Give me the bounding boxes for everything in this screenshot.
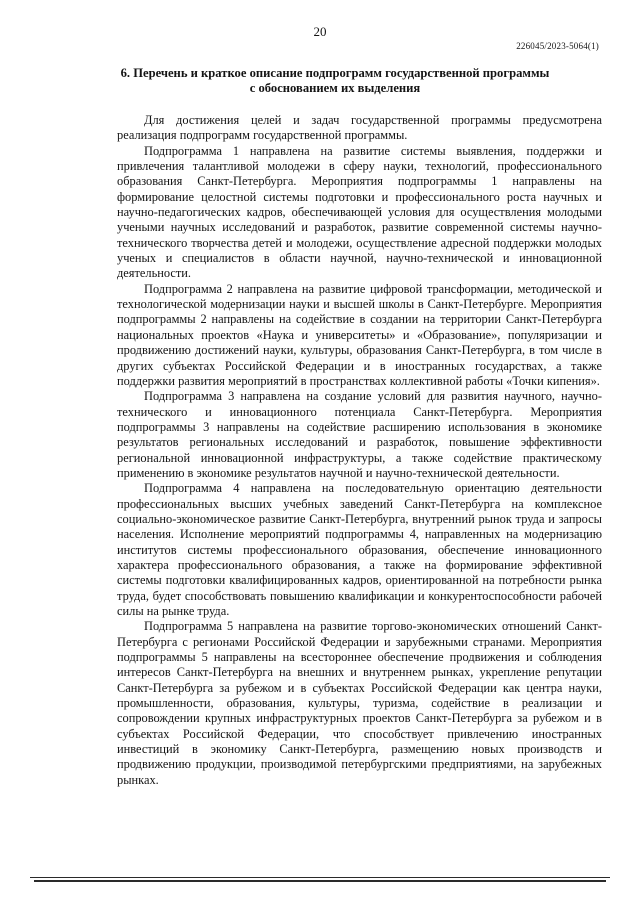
paragraph-subprogram-5: Подпрограмма 5 направлена на развитие торгово-экономических отношений Санкт-Петербурга с регионами Российской Федерации и зарубежными странами. Мероприятия подпрограммы 5 направлены на всестороннее обеспечение продвижения и соблюдения интересов Санкт-Петербурга на внешних и внутреннем рынках, укрепление репутации Санкт-Петербурга за рубежом и в субъектах Российской Федерации как центра науки, промышленности, образования, культуры, туризма, содействие в реализации и сопровождении крупных инфраструктурных проектов Санкт-Петербурга за рубежом и в субъектах Российской Федерации, что способствует привлечению иностранных инвестиций в экономику Санкт-Петербурга, размещению новых производств и продвижению продукции, производимой петербургскими предприятиями, на зарубежных рынках. [117, 619, 602, 787]
page-number: 20 [313, 24, 327, 39]
section-title-line-2: с обоснованием их выделения [249, 81, 421, 95]
paragraph-intro: Для достижения целей и задач государственной программы предусмотрена реализация подпрограмм государственной программы. [117, 113, 602, 143]
paragraph-subprogram-4: Подпрограмма 4 направлена на последовательную ориентацию деятельности профессиональных высших учебных заведений Санкт-Петербурга на комплексное социально-экономическое развитие Санкт-Петербурга, внутренний рынок труда и запросы населения. Исполнение мероприятий подпрограммы 4, направленных на модернизацию институтов системы профессионального образования, обеспечение инновационного характера профессионального образования, а также на формирование эффективной системы подготовки квалифицированных кадров, ориентированной на потребности рынка труда, будет способствовать повышению квалификации и конкурентоспособности рабочей силы на рынке труда. [117, 481, 602, 618]
scan-edge-line [30, 877, 610, 878]
document-body [117, 113, 602, 788]
section-title-line-1: 6. Перечень и краткое описание подпрограмм государственной программы [120, 66, 550, 80]
paragraph-subprogram-2: Подпрограмма 2 направлена на развитие цифровой трансформации, методической и технологической модернизации науки и высшей школы в Санкт-Петербурге. Мероприятия подпрограммы 2 направлены на содействие в создании на территории Санкт-Петербурга национальных проектов «Наука и университеты» и «Образование», популяризации и продвижению достижений науки, культуры, образования Санкт-Петербурга, в том числе в других субъектах Российской Федерации и в иностранных государствах, а также поддержки развития мероприятий в пространствах коллективной работы «Точки кипения». [117, 281, 602, 388]
paragraph-subprogram-1: Подпрограмма 1 направлена на развитие системы выявления, поддержки и привлечения талантливой молодежи в сферу науки, технологий, профессионального образования Санкт-Петербурга. Мероприятия подпрограммы 1 направлены на формирование целостной системы подготовки и профессионального роста научных и научно-педагогических кадров, обеспечивающей условия для осуществления молодыми учеными научных исследований и разработок, развитие современной системы научно-технического творчества детей и молодежи, осуществление адресной поддержки молодых ученых и специалистов в области научной, научно-технической и инновационной деятельности. [117, 143, 602, 281]
scan-edge-line [34, 880, 606, 882]
paragraph-subprogram-3: Подпрограмма 3 направлена на создание условий для развития научного, научно-технического и инновационного потенциала Санкт-Петербурга. Мероприятия подпрограммы 3 направлены на содействие расширению использования в экономике результатов региональных исследований и разработок, повышение эффективности региональной инновационной инфраструктуры, а также содействие практическому применению в экономике результатов научной и научно-технической деятельности. [117, 389, 602, 480]
section-title [80, 66, 590, 96]
document-id: 226045/2023-5064(1) [516, 41, 599, 51]
